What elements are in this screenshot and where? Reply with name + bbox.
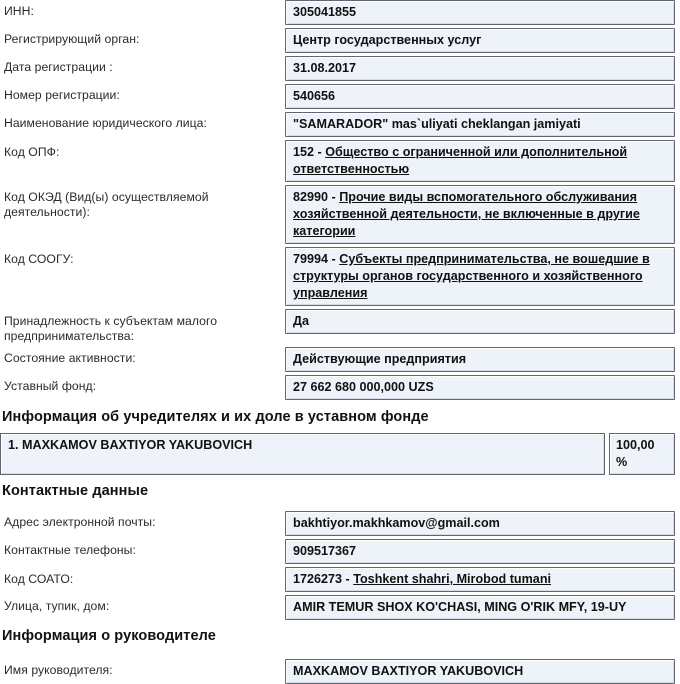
contacts-details-section	[0, 511, 680, 620]
detail-label: Код ОПФ:	[4, 145, 60, 159]
detail-row	[0, 28, 680, 53]
detail-value-code: 31.08.2017	[293, 61, 357, 75]
detail-value	[285, 247, 675, 306]
detail-label: Улица, тупик, дом:	[4, 599, 110, 613]
founder-name: 1. MAXKAMOV BAXTIYOR YAKUBOVICH	[0, 433, 605, 475]
detail-row	[0, 511, 680, 536]
detail-value	[285, 539, 675, 564]
detail-value	[285, 659, 675, 684]
detail-row	[0, 185, 680, 244]
detail-value-code: "SAMARADOR" mas`uliyati cheklangan jamiyati	[293, 117, 581, 131]
detail-row	[0, 539, 680, 564]
director-details-section	[0, 659, 680, 684]
detail-value	[285, 28, 675, 53]
detail-value-link[interactable]: Субъекты предпринимательства, не вошедшие в структуры органов государственного и хозяйственного управления	[293, 252, 650, 300]
founder-share: 100,00 %	[609, 433, 675, 475]
detail-value	[285, 309, 675, 334]
detail-label: Адрес электронной почты:	[4, 515, 156, 529]
detail-label: Дата регистрации :	[4, 60, 113, 74]
detail-value-code: 79994 -	[293, 252, 340, 266]
detail-row	[0, 309, 680, 344]
detail-value	[285, 0, 675, 25]
detail-value	[285, 56, 675, 81]
detail-value	[285, 185, 675, 244]
detail-value-code: Да	[293, 314, 309, 328]
detail-value-code: 82990 -	[293, 190, 340, 204]
contacts-section-heading: Контактные данные	[2, 483, 149, 499]
detail-value	[285, 347, 675, 372]
detail-label: Контактные телефоны:	[4, 543, 136, 557]
detail-value-link[interactable]: Toshkent shahri, Mirobod tumani	[353, 572, 552, 586]
detail-value	[285, 84, 675, 109]
detail-row	[0, 140, 680, 182]
detail-row	[0, 567, 680, 592]
detail-value-link[interactable]: Общество с ограниченной или дополнительной ответственностью	[293, 145, 628, 176]
detail-row	[0, 659, 680, 684]
detail-value-code: 27 662 680 000,000 UZS	[293, 380, 434, 394]
detail-row	[0, 375, 680, 400]
detail-row	[0, 0, 680, 25]
detail-value	[285, 140, 675, 182]
detail-value-code: 152 -	[293, 145, 326, 159]
detail-value	[285, 112, 675, 137]
detail-value-code: 1726273 -	[293, 572, 354, 586]
detail-value	[285, 375, 675, 400]
detail-value-code: AMIR TEMUR SHOX KO'CHASI, MING O'RIK MFY, 19-UY	[293, 600, 627, 614]
detail-label: Код СООГУ:	[4, 252, 74, 266]
detail-row	[0, 595, 680, 620]
founder-row	[0, 433, 680, 475]
detail-value-code: bakhtiyor.makhkamov@gmail.com	[293, 516, 500, 530]
detail-label: Код ОКЭД (Вид(ы) осуществляемой деятельности):	[4, 190, 209, 219]
detail-value	[285, 595, 675, 620]
detail-value-code: 909517367	[293, 544, 357, 558]
director-section-heading: Информация о руководителе	[2, 628, 216, 644]
detail-row	[0, 247, 680, 306]
detail-value-code: 540656	[293, 89, 336, 103]
founders-section-heading: Информация об учредителях и их доле в уставном фонде	[2, 409, 429, 425]
detail-value	[285, 511, 675, 536]
detail-value-code: Центр государственных услуг	[293, 33, 482, 47]
detail-row	[0, 84, 680, 109]
detail-row	[0, 112, 680, 137]
detail-label: Наименование юридического лица:	[4, 116, 207, 130]
detail-value-code: MAXKAMOV BAXTIYOR YAKUBOVICH	[293, 664, 524, 678]
detail-label: Состояние активности:	[4, 351, 136, 365]
detail-label: Имя руководителя:	[4, 663, 113, 677]
detail-row	[0, 347, 680, 372]
detail-value	[285, 567, 675, 592]
detail-row	[0, 56, 680, 81]
detail-label: Принадлежность к субъектам малого предпринимательства:	[4, 314, 218, 343]
detail-label: Уставный фонд:	[4, 379, 97, 393]
detail-value-link[interactable]: Прочие виды вспомогательного обслуживания хозяйственной деятельности, не включенные в другие категории	[293, 190, 640, 238]
detail-label: ИНН:	[4, 4, 34, 18]
detail-value-code: 305041855	[293, 5, 357, 19]
detail-label: Код СОАТО:	[4, 572, 74, 586]
detail-label: Номер регистрации:	[4, 88, 120, 102]
founders-list	[0, 433, 680, 475]
detail-value-code: Действующие предприятия	[293, 352, 467, 366]
detail-label: Регистрирующий орган:	[4, 32, 140, 46]
